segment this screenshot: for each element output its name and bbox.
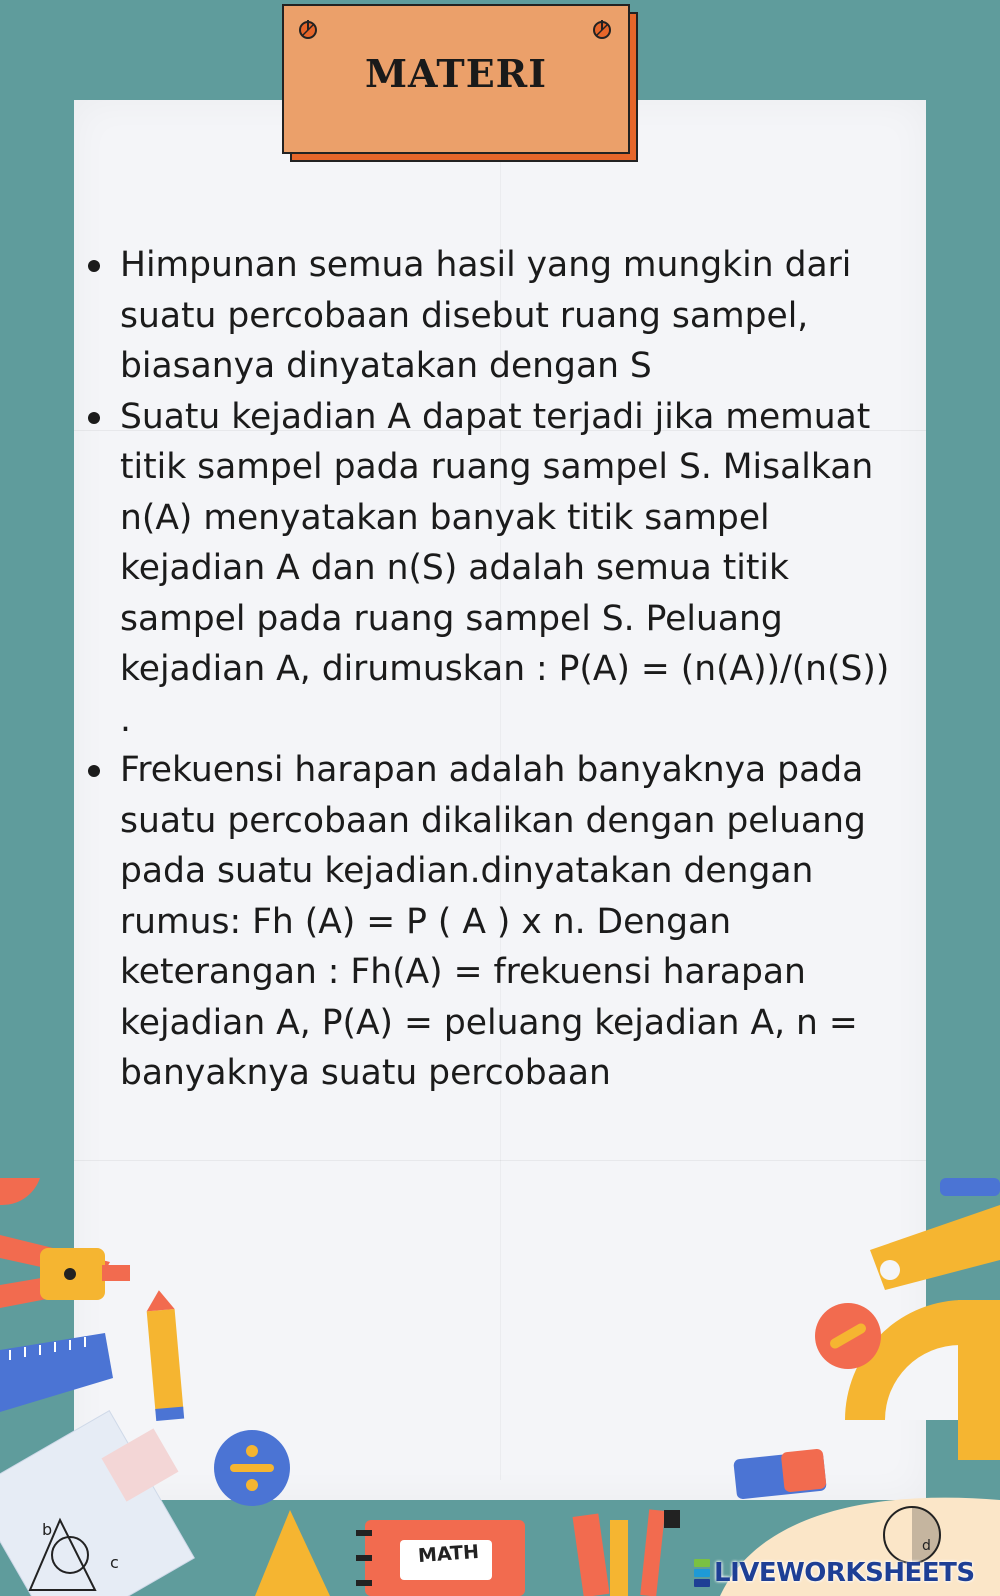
watermark-text: LIVEWORKSHEETS (714, 1558, 975, 1588)
ruler-icon (870, 1178, 1000, 1290)
liveworksheets-watermark (694, 1556, 975, 1590)
list-item-text: Frekuensi harapan adalah banyaknya pada suatu percobaan dikalikan dengan peluang pada suatu kejadian.dinyatakan dengan rumus: Fh (A) = P ( A ) x n. Dengan keterangan : Fh(A) = frekuensi harapan kejadian A, P(A) = peluang kejadian A, n = banyaknya suatu percobaan (120, 750, 866, 1093)
list-item-text: Suatu kejadian A dapat terjadi jika memuat titik sampel pada ruang sampel S. Misalkan n(A) menyatakan banyak titik sampel kejadian A dan n(S) adalah semua titik sampel pada ruang sampel S. Peluang kejadian A, dirumuskan : P(A) = (n(A))/(n(S)) . (120, 396, 890, 740)
triangle-label: c (110, 1553, 119, 1572)
liveworksheets-logo-icon (694, 1558, 710, 1588)
protractor-label: d (922, 1538, 931, 1554)
ruler-icon (0, 1333, 113, 1412)
pencil-icon (145, 1289, 184, 1421)
math-book-label: MATH (417, 1540, 480, 1568)
divide-sign-icon (214, 1430, 290, 1506)
page-title: MATERI (364, 50, 548, 96)
triangle-label: b (42, 1520, 53, 1539)
list-item-text: Himpunan semua hasil yang mungkin dari suatu percobaan disebut ruang sampel, biasanya dinyatakan dengan S (120, 245, 852, 386)
drafting-compass-icon (0, 1178, 130, 1308)
